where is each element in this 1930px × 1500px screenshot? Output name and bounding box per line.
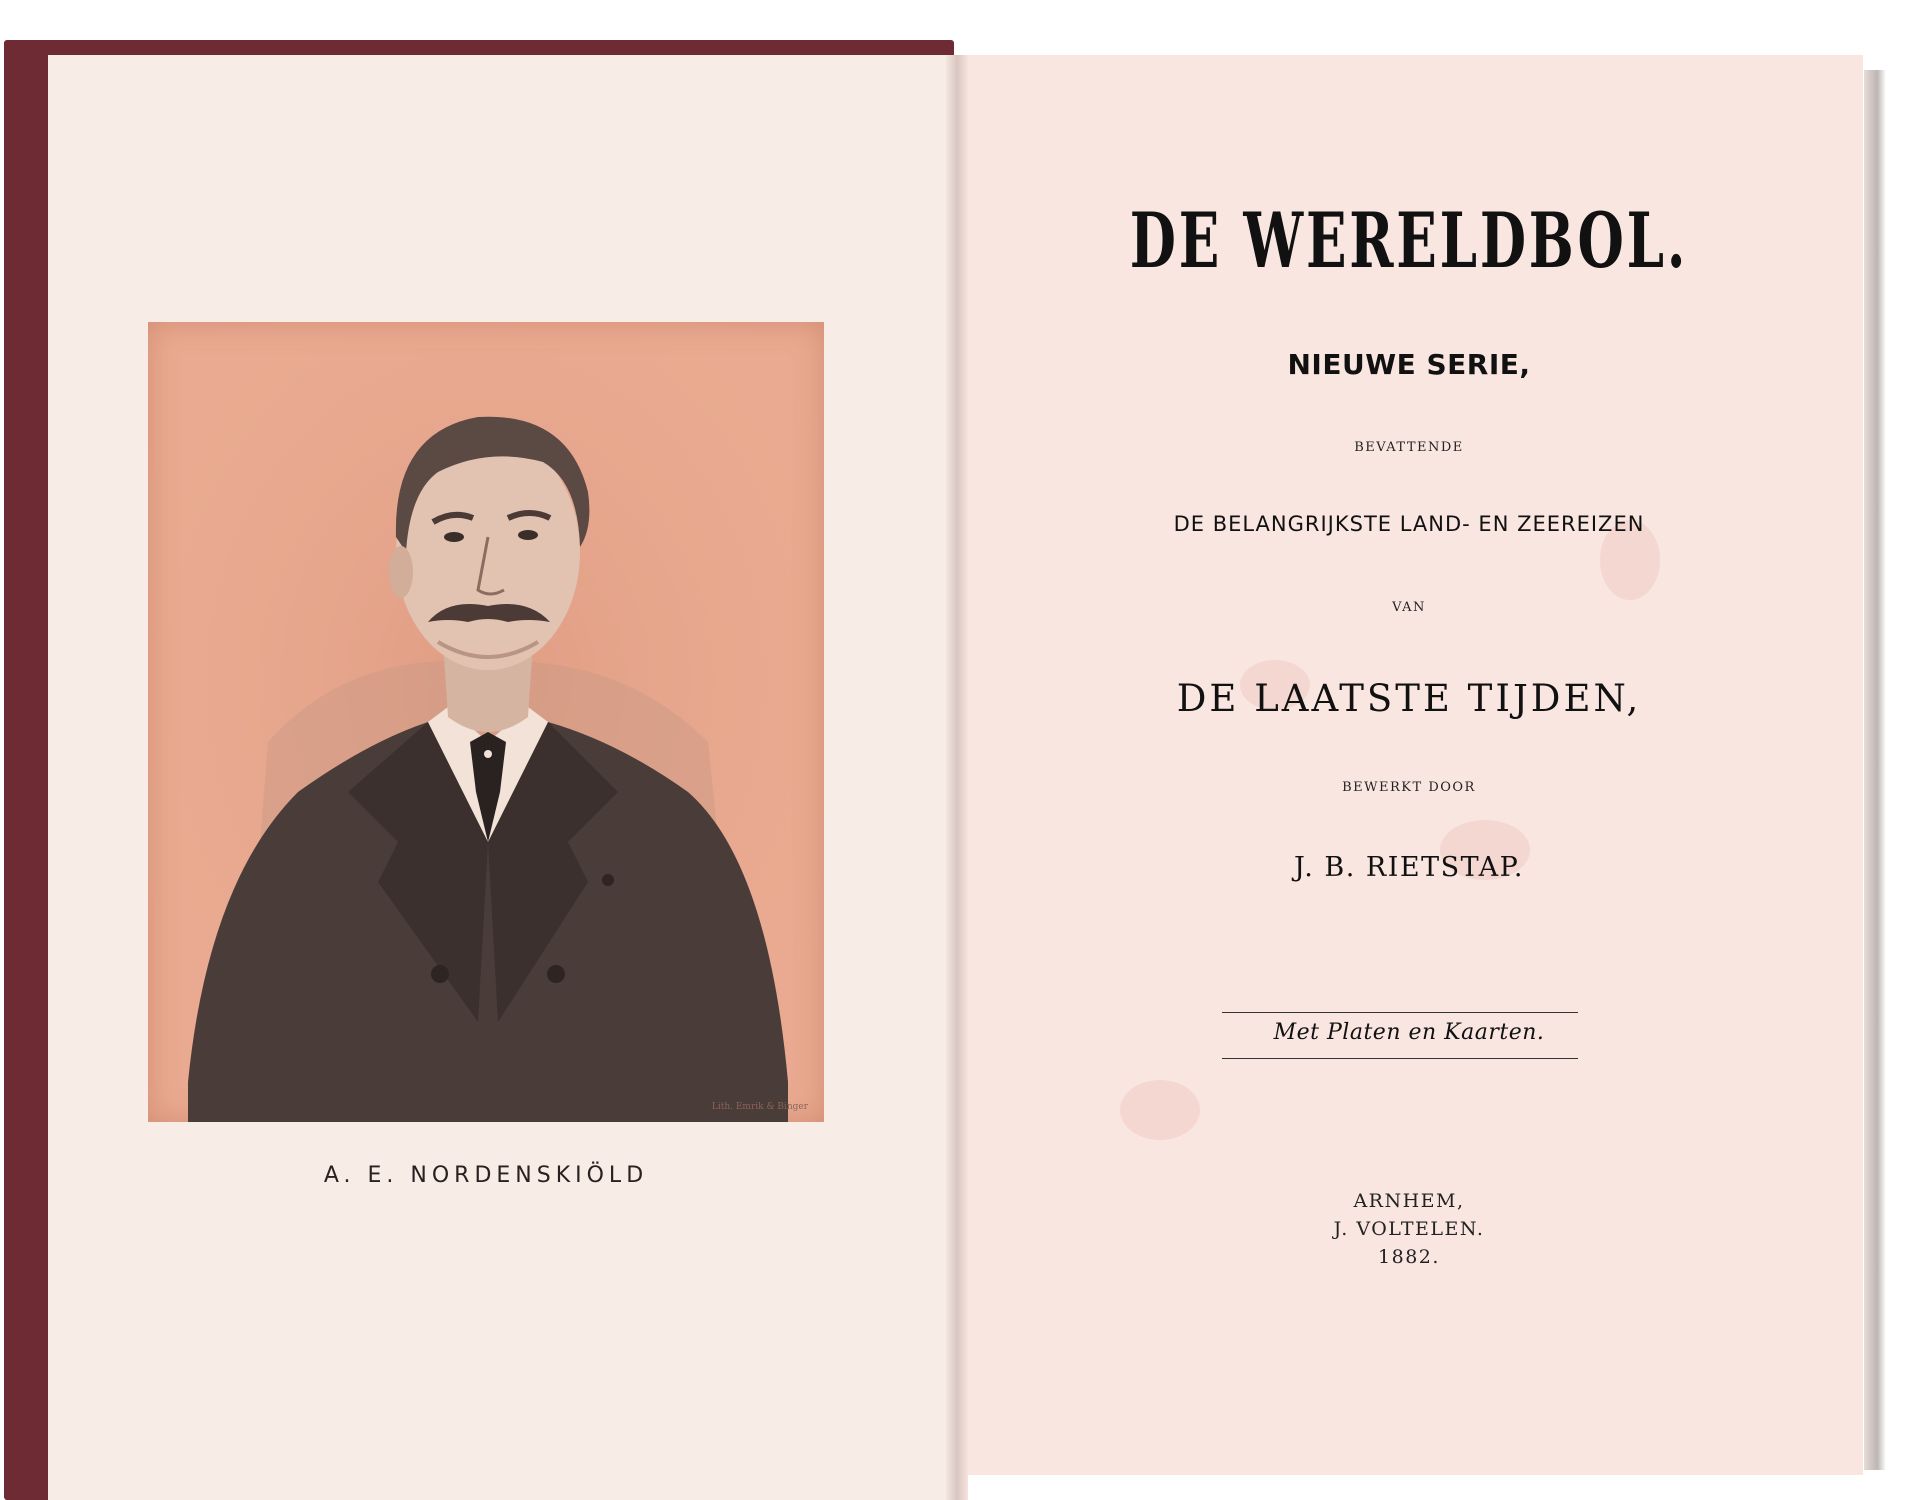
van-line: VAN <box>1392 600 1426 615</box>
imprint-publisher: J. VOLTELEN. <box>1333 1218 1485 1240</box>
rule-bottom <box>1222 1058 1578 1059</box>
page-edge <box>1864 70 1886 1470</box>
portrait-credit: Lith. Emrik & Binger <box>711 1102 808 1112</box>
period-line: DE LAATSTE TIJDEN, <box>1176 677 1642 720</box>
book-gutter <box>946 55 968 1500</box>
book-title: DE WERELDBOL. <box>1129 196 1689 285</box>
rule-top <box>1222 1012 1578 1013</box>
bevattende-line: BEVATTENDE <box>1354 440 1464 455</box>
series-subtitle: NIEUWE SERIE, <box>1287 348 1531 381</box>
portrait-plate <box>148 322 824 1122</box>
imprint-city: ARNHEM, <box>1353 1190 1465 1212</box>
bewerkt-line: BEWERKT DOOR <box>1342 780 1476 795</box>
portrait-caption: A. E. NORDENSKIÖLD <box>323 1163 649 1188</box>
portrait-engraving <box>148 322 824 1122</box>
imprint-year: 1882. <box>1378 1246 1440 1268</box>
illustrations-note: Met Platen en Kaarten. <box>1273 1020 1545 1045</box>
subject-line: DE BELANGRIJKSTE LAND- EN ZEEREIZEN <box>1173 512 1645 536</box>
author-name: J. B. RIETSTAP. <box>1294 852 1524 883</box>
foxing-spot <box>1120 1080 1200 1140</box>
